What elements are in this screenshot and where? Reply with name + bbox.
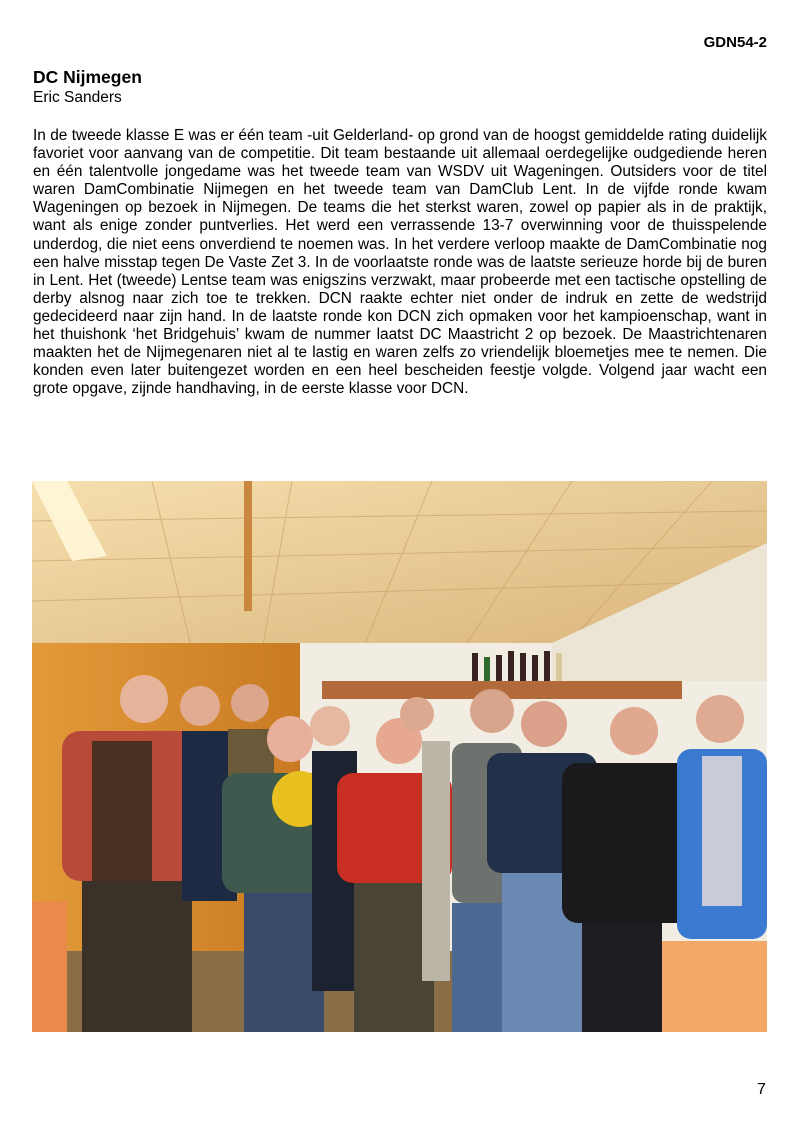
- group-photo: [32, 481, 767, 1032]
- article-body: In de tweede klasse E was er één team -uit Gelderland- op grond van de hoogst gemiddelde rating duidelijk favoriet voor aanvang van de competitie. Dit team bestaande uit allemaal oerdegelijke oudgediende heren en één talentvolle jongedame was het tweede team van WSDV uit Wageningen. Outsiders voor de titel waren DamCombinatie Nijmegen en het tweede team van DamClub Lent. In de vijfde ronde kwam Wageningen op bezoek in Nijmegen. De teams die het sterkst waren, zowel op papier als in de praktijk, want als enige zonder puntverlies. Het werd een verrassende 13-7 overwinning voor de thuisspelende underdog, die niet eens onverdiend te noemen was. In het verdere verloop maakte de DamCombinatie nog een halve misstap tegen De Vaste Zet 3. In de voorlaatste ronde was de laatste serieuze horde bij de buren in Lent. Het (tweede) Lentse team was enigszins verzwakt, maar probeerde met een tactische opstelling de derby alsnog naar zich toe te trekken. DCN raakte echter niet onder de indruk en zette de wedstrijd gedecideerd naar zijn hand. In de laatste ronde kon DCN zich opmaken voor het kampioenschap, want in het thuishonk ‘het Bridgehuis’ kwam de nummer laatst DC Maastricht 2 op bezoek. De Maastrichtenaren maakten het de Nijmegenaren niet al te lastig en waren zelfs zo vriendelijk bloemetjes mee te nemen. Die konden even later buitengezet worden en een heel bescheiden feestje volgde. Volgend jaar wacht een grote opgave, zijnde handhaving, in de eerste klasse voor DCN.: [33, 127, 767, 398]
- document-code: GDN54-2: [703, 34, 767, 51]
- article-title: DC Nijmegen: [33, 67, 142, 87]
- article-author: Eric Sanders: [33, 89, 122, 106]
- page-number: 7: [757, 1081, 766, 1098]
